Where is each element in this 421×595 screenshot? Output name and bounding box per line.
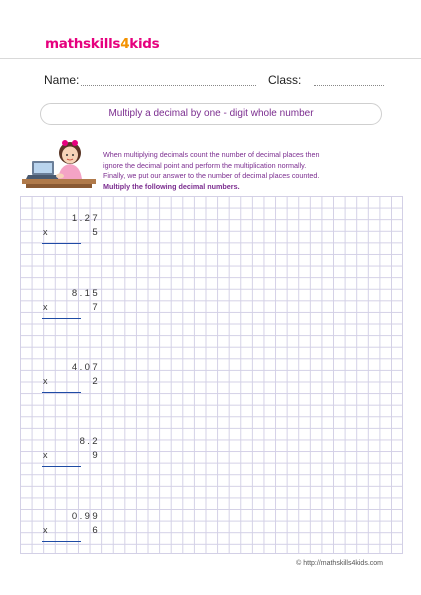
multiply-sign: x bbox=[43, 525, 48, 535]
problem-1 bbox=[20, 213, 402, 265]
site-logo bbox=[45, 36, 159, 52]
problem-2-multiplier: 7 bbox=[92, 302, 100, 313]
instructions bbox=[103, 150, 403, 192]
header-divider bbox=[0, 58, 421, 59]
answer-line[interactable] bbox=[42, 541, 81, 542]
answer-line[interactable] bbox=[42, 318, 81, 319]
instruction-task: Multiply the following decimal numbers. bbox=[103, 181, 240, 191]
answer-line[interactable] bbox=[42, 466, 81, 467]
problem-5-multiplier: 6 bbox=[92, 525, 100, 536]
problem-1-multiplicand: 1.27 bbox=[71, 213, 100, 224]
name-field-line[interactable] bbox=[81, 85, 256, 86]
name-label: Name: bbox=[44, 73, 80, 87]
problem-5 bbox=[20, 511, 402, 563]
problem-2-multiplicand: 8.15 bbox=[71, 288, 100, 299]
instruction-line-1: When multiplying decimals count the number of decimal places then bbox=[103, 150, 320, 159]
multiply-sign: x bbox=[43, 376, 48, 386]
instruction-line-2: ignore the decimal point and perform the multiplication normally. bbox=[103, 160, 307, 170]
instruction-line-3: Finally, we put our answer to the number of decimal places counted. bbox=[103, 171, 320, 181]
class-label: Class: bbox=[268, 73, 302, 87]
problem-4-multiplicand: 8.2 bbox=[79, 436, 100, 447]
logo-text-kids: kids bbox=[129, 36, 160, 52]
logo-text-mathskills: mathskills bbox=[45, 36, 121, 52]
graph-paper-grid bbox=[20, 196, 403, 554]
problem-2 bbox=[20, 288, 402, 340]
copyright-footer: © http://mathskills4kids.com bbox=[296, 560, 383, 567]
class-field-line[interactable] bbox=[314, 85, 384, 86]
problem-3 bbox=[20, 362, 402, 414]
multiply-sign: x bbox=[43, 227, 48, 237]
logo-text-4: 4 bbox=[120, 36, 130, 52]
worksheet-title: Multiply a decimal by one - digit whole number bbox=[40, 103, 382, 125]
problem-5-multiplicand: 0.99 bbox=[71, 511, 100, 522]
girl-with-laptop-illustration bbox=[20, 135, 98, 195]
problem-1-multiplier: 5 bbox=[92, 227, 100, 238]
problem-3-multiplier: 2 bbox=[92, 376, 100, 387]
problem-3-multiplicand: 4.07 bbox=[71, 362, 100, 373]
answer-line[interactable] bbox=[42, 243, 81, 244]
multiply-sign: x bbox=[43, 302, 48, 312]
problem-4 bbox=[20, 436, 402, 488]
problem-4-multiplier: 9 bbox=[92, 450, 100, 461]
answer-line[interactable] bbox=[42, 392, 81, 393]
multiply-sign: x bbox=[43, 450, 48, 460]
